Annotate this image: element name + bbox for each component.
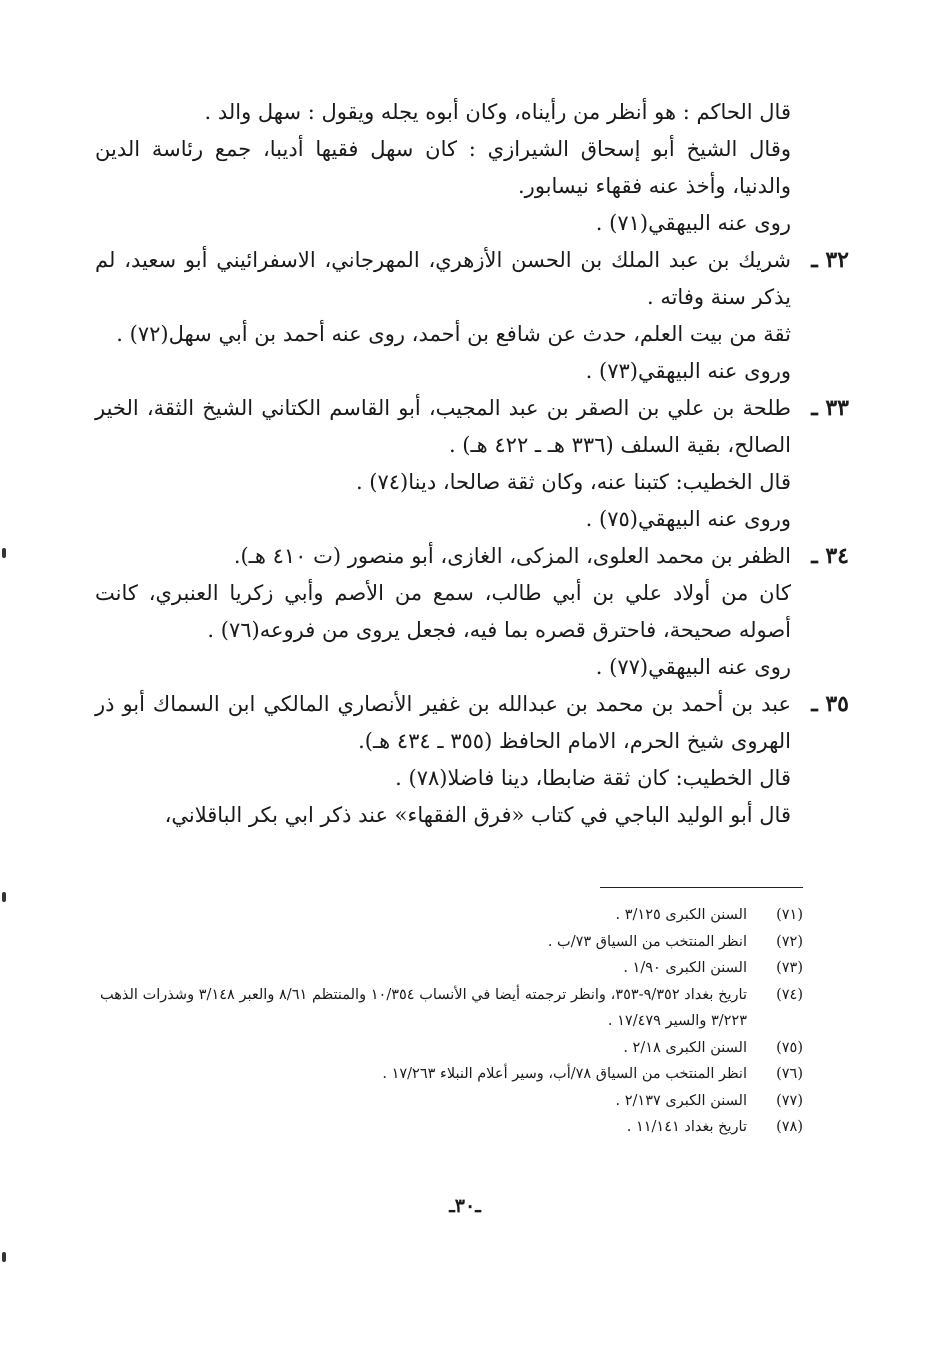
footnote-text: السنن الكبرى ٢/١٣٧ . (615, 1092, 747, 1109)
footnote-text: السنن الكبرى ٣/١٢٥ . (615, 907, 747, 923)
footnote (100, 1035, 803, 1062)
footnote (100, 902, 803, 929)
footnote (100, 982, 803, 1035)
entry-34 (95, 538, 849, 686)
footnote (100, 1114, 803, 1141)
footnote-text: السنن الكبرى ٢/١٨ . (623, 1039, 747, 1056)
text-line: وروى عنه البيهقي(٧٣) . (585, 359, 791, 383)
entry-33 (95, 390, 849, 538)
footnote (100, 929, 803, 956)
footnote-separator (600, 887, 803, 888)
text-line: وقال الشيخ أبو إسحاق الشيرازي : كان سهل فقيها أديبا، جمع رئاسة الدين والدنيا، وأخذ عنه فقهاء نيسابور. (95, 137, 791, 198)
scan-mark (2, 892, 6, 902)
entry-number: ٣٤ ـ (811, 543, 849, 569)
text-line: قال الحاكم : هو أنظر من رأيناه، وكان أبوه يجله ويقول : سهل والد . (204, 100, 791, 124)
footnote (100, 955, 803, 982)
entry-number: ٣٣ ـ (811, 395, 849, 421)
entry-number: ٣٥ ـ (811, 691, 849, 717)
text-line: قال الخطيب: كتبنا عنه، وكان ثقة صالحا، دينا(٧٤) . (355, 470, 791, 494)
text-line: كان من أولاد علي بن أبي طالب، سمع من الأصم وأبي زكريا العنبري، كانت أصوله صحيحة، فاحترق قصره بما فيه، فجعل يروى من فروعه(٧٦) . (95, 581, 791, 642)
footnote-number: (٧٢) (776, 933, 803, 950)
footnote-text: انظر المنتخب من السياق ٧٣/ب . (547, 933, 747, 950)
page-number: ـ٣٠ـ (449, 1195, 481, 1217)
footnote-number: (٧١) (776, 907, 803, 923)
entry-number: ٣٢ ـ (811, 247, 849, 273)
text-line: روى عنه البيهقي(٧١) . (595, 211, 791, 235)
entry-32 (95, 242, 849, 390)
text-line: قال أبو الوليد الباجي في كتاب «فرق الفقهاء» عند ذكر ابي بكر الباقلاني، (164, 803, 791, 827)
text-line: طلحة بن علي بن الصقر بن عبد المجيب، أبو القاسم الكتاني الشيخ الثقة، الخير الصالح، بقية السلف (٣٣٦ هـ ـ ٤٢٢ هـ) . (95, 396, 791, 457)
footnote (100, 1061, 803, 1088)
text-line: وروى عنه البيهقي(٧٥) . (585, 507, 791, 531)
text-line: قال الخطيب: كان ثقة ضابطا، دينا فاضلا(٧٨) . (395, 766, 791, 790)
entry-35 (95, 686, 849, 834)
footnote-number: (٧٨) (776, 1119, 803, 1135)
text-line: روى عنه البيهقي(٧٧) . (595, 655, 791, 679)
footnote-text: السنن الكبرى ١/٩٠ . (623, 960, 747, 976)
scan-mark (2, 1252, 6, 1262)
text-line: شريك بن عبد الملك بن الحسن الأزهري، المهرجاني، الاسفرائيني أبو سعيد، لم يذكر سنة وفاته . (95, 248, 791, 309)
footnote-text: تاريخ بغداد ١١/١٤١ . (626, 1119, 747, 1135)
footnote-text: انظر المنتخب من السياق ٧٨/أب، وسير أعلام النبلاء ١٧/٢٦٣ . (382, 1066, 747, 1082)
footnote-number: (٧٦) (776, 1066, 803, 1082)
footnote-number: (٧٤) (776, 986, 803, 1003)
footnote (100, 1088, 803, 1115)
footnote-number: (٧٥) (776, 1039, 803, 1056)
scan-mark (2, 548, 6, 558)
footnote-number: (٧٣) (776, 960, 803, 976)
footnote-number: (٧٧) (776, 1092, 803, 1109)
footnotes (100, 902, 803, 1141)
text-line: عبد بن أحمد بن محمد بن عبدالله بن غفير الأنصاري المالكي ابن السماك أبو ذر الهروى شيخ الحرم، الامام الحافظ (٣٥٥ ـ ٤٣٤ هـ). (95, 692, 791, 753)
text-line: الظفر بن محمد العلوى، المزكى، الغازى، أبو منصور (ت ٤١٠ هـ). (233, 544, 791, 568)
footnote-text: تاريخ بغداد ٩/٣٥٢-٣٥٣، وانظر ترجمته أيضا في الأنساب ١٠/٣٥٤ والمنتظم ٨/٦١ والعبر ٣/١٤٨ وشذرات الذهب ٣/٢٢٣ والسير ١٧/٤٧٩ . (100, 986, 747, 1029)
text-line: ثقة من بيت العلم، حدث عن شافع بن أحمد، روى عنه أحمد بن أبي سهل(٧٢) . (116, 322, 791, 346)
main-text (95, 94, 849, 834)
intro-block (95, 94, 791, 242)
